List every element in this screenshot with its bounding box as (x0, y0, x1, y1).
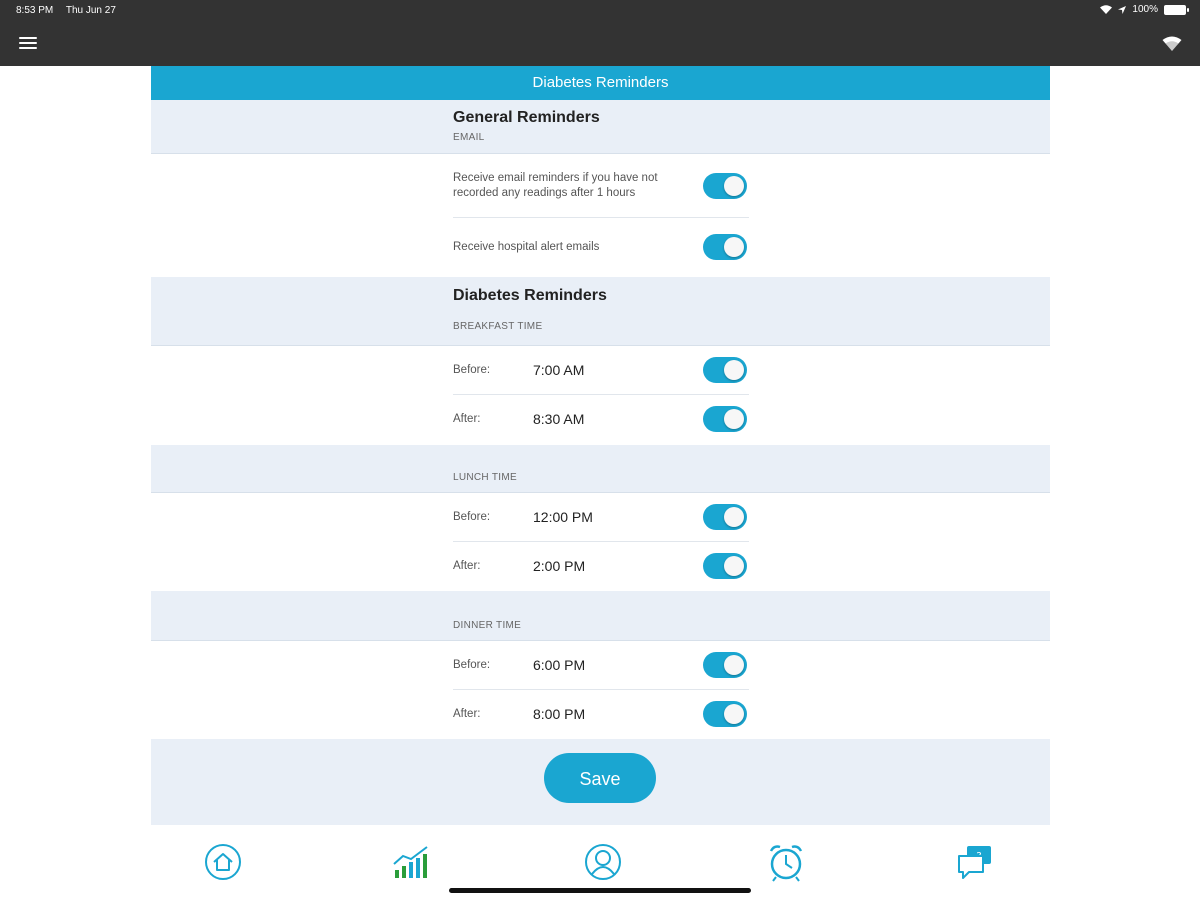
general-reminders-list (151, 154, 1050, 277)
save-button[interactable]: Save (544, 753, 656, 803)
breakfast-list (151, 346, 1050, 445)
lunch-after-time[interactable]: 2:00 PM (533, 558, 586, 574)
dinner-before-toggle[interactable] (703, 652, 747, 678)
top-bar (0, 0, 1200, 66)
status-bar-right (1100, 4, 1186, 15)
breakfast-before-toggle[interactable] (703, 357, 747, 383)
chat-help-icon[interactable] (955, 842, 995, 882)
lunch-list (151, 493, 1050, 591)
email-reminder-toggle[interactable] (703, 173, 747, 199)
dinner-caption: DINNER TIME (453, 620, 522, 631)
list-item (453, 641, 749, 690)
battery-icon (1164, 5, 1186, 15)
breakfast-after-label: After: (453, 413, 481, 425)
hospital-alert-text: Receive hospital alert emails (453, 240, 600, 253)
dinner-after-toggle[interactable] (703, 701, 747, 727)
dinner-header (151, 591, 1050, 641)
chart-icon[interactable] (391, 842, 431, 882)
lunch-caption: LUNCH TIME (453, 472, 517, 483)
list-item (453, 690, 749, 738)
location-arrow-icon (1118, 6, 1126, 14)
general-reminders-title: General Reminders (453, 109, 600, 126)
home-indicator[interactable] (449, 888, 751, 893)
hamburger-icon[interactable] (19, 37, 37, 51)
page-title: Diabetes Reminders (151, 66, 1050, 100)
diabetes-reminders-header (151, 277, 1050, 346)
save-area (151, 739, 1050, 825)
status-date: Thu Jun 27 (65, 5, 116, 16)
status-bar-left (16, 5, 126, 16)
breakfast-after-time[interactable]: 8:30 AM (533, 411, 585, 427)
lunch-after-toggle[interactable] (703, 553, 747, 579)
alarm-clock-icon[interactable] (766, 842, 806, 882)
hospital-alert-toggle[interactable] (703, 234, 747, 260)
list-item (453, 542, 749, 590)
dinner-before-time[interactable]: 6:00 PM (533, 657, 586, 673)
breakfast-caption: BREAKFAST TIME (453, 321, 543, 332)
status-time: 8:53 PM (16, 5, 54, 16)
dinner-after-label: After: (453, 708, 481, 720)
dinner-list (151, 641, 1050, 739)
email-caption: EMAIL (453, 132, 485, 143)
list-item (453, 395, 749, 443)
dinner-after-time[interactable]: 8:00 PM (533, 706, 586, 722)
breakfast-before-time[interactable]: 7:00 AM (533, 362, 585, 378)
breakfast-before-label: Before: (453, 364, 491, 376)
status-wifi-icon (1100, 5, 1112, 14)
battery-percent: 100% (1132, 4, 1158, 15)
lunch-before-toggle[interactable] (703, 504, 747, 530)
list-item (453, 493, 749, 542)
list-item (453, 346, 749, 395)
home-icon[interactable] (203, 842, 243, 882)
dinner-before-label: Before: (453, 659, 491, 671)
reminders-panel (151, 66, 1050, 825)
general-reminders-header (151, 100, 1050, 154)
breakfast-after-toggle[interactable] (703, 406, 747, 432)
email-reminder-text: Receive email reminders if you have not recorded any readings after 1 hours (453, 171, 658, 199)
list-item (453, 154, 749, 218)
diabetes-reminders-title: Diabetes Reminders (453, 287, 607, 304)
lunch-before-label: Before: (453, 511, 491, 523)
list-item (453, 218, 749, 276)
lunch-after-label: After: (453, 560, 481, 572)
wifi-icon[interactable] (1162, 36, 1182, 52)
lunch-header (151, 445, 1050, 493)
lunch-before-time[interactable]: 12:00 PM (533, 509, 593, 525)
profile-icon[interactable] (583, 842, 623, 882)
